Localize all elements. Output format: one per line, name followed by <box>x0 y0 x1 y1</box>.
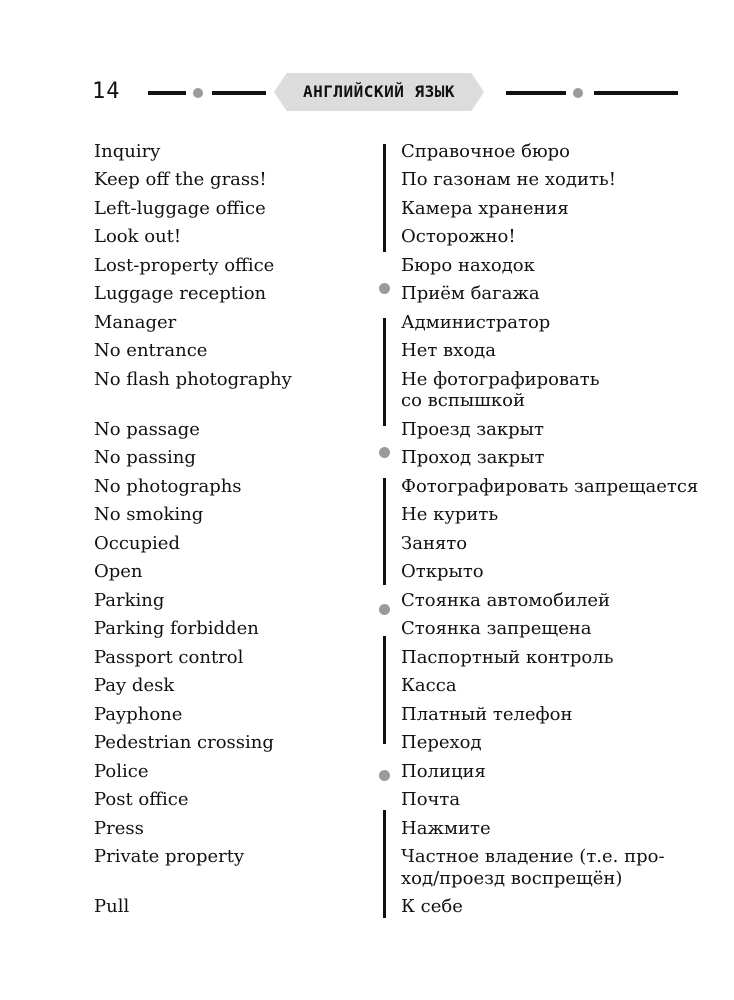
page-number: 14 <box>92 79 121 104</box>
header-dot-left <box>193 88 203 98</box>
divider-dot <box>379 447 390 458</box>
english-term: Occupied <box>94 533 180 554</box>
russian-translation: По газонам не ходить! <box>401 169 616 190</box>
english-term: No passage <box>94 419 200 440</box>
russian-translation: Стоянка автомобилей <box>401 590 611 611</box>
russian-translation: К себе <box>401 896 463 917</box>
english-term: No passing <box>94 447 196 468</box>
header-rule-right-2 <box>594 91 678 95</box>
divider-dot <box>379 283 390 294</box>
russian-translation: Паспортный контроль <box>401 647 614 668</box>
header-rule-left-1 <box>148 91 186 95</box>
russian-translation: Справочное бюро <box>401 141 570 162</box>
header-rule-left-2 <box>212 91 266 95</box>
english-term: Manager <box>94 312 177 333</box>
english-term: Pull <box>94 896 130 917</box>
english-term: Parking <box>94 590 165 611</box>
english-term: Police <box>94 761 149 782</box>
russian-translation: Почта <box>401 789 461 810</box>
divider-dot <box>379 770 390 781</box>
russian-translation: Не курить <box>401 504 499 525</box>
english-term: Pay desk <box>94 675 175 696</box>
english-term: No flash photography <box>94 369 292 390</box>
russian-translation: Администратор <box>401 312 551 333</box>
russian-translation: Касса <box>401 675 457 696</box>
english-term: Keep off the grass! <box>94 169 267 190</box>
english-term: Lost-property office <box>94 255 275 276</box>
english-term: Pedestrian crossing <box>94 732 274 753</box>
english-term: Parking forbidden <box>94 618 259 639</box>
page-header <box>0 70 734 114</box>
russian-translation: Нажмите <box>401 818 491 839</box>
english-term: Look out! <box>94 226 182 247</box>
russian-translation: Стоянка запрещена <box>401 618 592 639</box>
divider-segment <box>383 478 386 585</box>
divider-segment <box>383 318 386 426</box>
english-term: No photographs <box>94 476 242 497</box>
russian-translation: Фотографировать запрещается <box>401 476 699 497</box>
russian-translation: Переход <box>401 732 482 753</box>
english-term: No entrance <box>94 340 208 361</box>
russian-translation: Полиция <box>401 761 486 782</box>
russian-translation: Проход закрыт <box>401 447 545 468</box>
russian-translation-cont: ход/проезд воспрещён) <box>401 868 623 889</box>
header-rule-right-1 <box>506 91 566 95</box>
russian-translation: Не фотографировать <box>401 369 600 390</box>
english-term: Passport control <box>94 647 244 668</box>
russian-translation: Открыто <box>401 561 484 582</box>
russian-translation-cont: со вспышкой <box>401 390 525 411</box>
russian-translation: Проезд закрыт <box>401 419 544 440</box>
russian-translation: Частное владение (т.е. про- <box>401 846 665 867</box>
russian-translation: Платный телефон <box>401 704 573 725</box>
english-term: Private property <box>94 846 245 867</box>
english-term: Left-luggage office <box>94 198 266 219</box>
russian-translation: Камера хранения <box>401 198 569 219</box>
english-term: Inquiry <box>94 141 161 162</box>
divider-dot <box>379 604 390 615</box>
russian-translation: Занято <box>401 533 468 554</box>
english-term: Post office <box>94 789 189 810</box>
russian-translation: Бюро находок <box>401 255 535 276</box>
divider-segment <box>383 810 386 918</box>
header-dot-right <box>573 88 583 98</box>
english-term: Press <box>94 818 144 839</box>
russian-translation: Нет входа <box>401 340 496 361</box>
english-term: Luggage reception <box>94 283 267 304</box>
divider-segment <box>383 144 386 252</box>
chapter-title: АНГЛИЙСКИЙ ЯЗЫК <box>303 82 455 101</box>
divider-segment <box>383 636 386 744</box>
english-term: Open <box>94 561 143 582</box>
english-term: Payphone <box>94 704 183 725</box>
russian-translation: Приём багажа <box>401 283 540 304</box>
english-term: No smoking <box>94 504 204 525</box>
russian-translation: Осторожно! <box>401 226 516 247</box>
